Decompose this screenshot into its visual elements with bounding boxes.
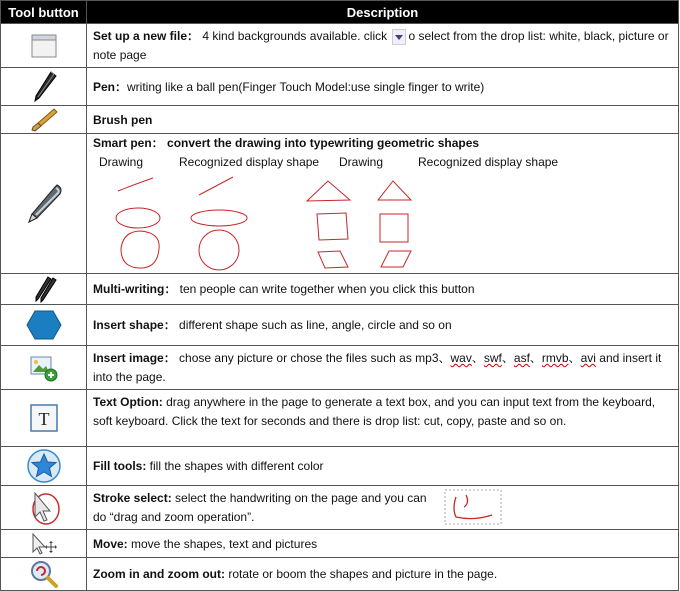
row-title: Text Option:	[93, 395, 163, 409]
table-row: Move: move the shapes, text and pictures	[1, 530, 679, 558]
table-row: Stroke select: select the handwriting on the page and you can do “drag and zoom operation”.	[1, 486, 679, 530]
header-tool-button: Tool button	[1, 1, 87, 24]
recog-triangle	[378, 181, 411, 200]
row-title: Stroke select:	[93, 491, 172, 505]
row-title: Move:	[93, 536, 128, 551]
star-icon[interactable]	[26, 449, 62, 483]
row-title: Brush pen	[93, 112, 153, 127]
hand-square	[317, 213, 348, 240]
table-row	[1, 106, 679, 134]
text-box-icon[interactable]	[29, 403, 59, 433]
table-header-row	[1, 1, 679, 24]
hand-triangle	[307, 181, 350, 201]
stroke-sample	[444, 489, 502, 525]
label-drawing-1: Drawing	[99, 155, 144, 169]
table-row: Fill tools: fill the shapes with different color	[1, 447, 679, 486]
table-row: Set up a new file： 4 kind backgrounds available. click o select from the drop list: white, black, picture or note page	[1, 24, 679, 68]
shape-samples	[93, 169, 563, 271]
row-title: Set up a new file：	[93, 29, 200, 43]
label-recognized-1: Recognized display shape	[179, 155, 320, 169]
table-row: Zoom in and zoom out: rotate or boom the shapes and picture in the page.	[1, 558, 679, 591]
hand-line	[118, 178, 153, 191]
hand-circle	[121, 231, 159, 268]
table-row: Multi-writing： ten people can write together when you click this button	[1, 274, 679, 305]
row-title: Insert image：	[93, 351, 176, 365]
svg-text:T: T	[38, 409, 49, 429]
header-description: Description	[87, 1, 679, 24]
row-title: Fill tools:	[93, 459, 147, 473]
recog-parallelogram	[381, 251, 411, 267]
brush-icon[interactable]	[29, 107, 59, 133]
table-row: Pen：writing like a ball pen(Finger Touch Model:use single finger to write)	[1, 68, 679, 106]
row-title: Multi-writing：	[93, 282, 177, 296]
row-title: Zoom in and zoom out:	[93, 567, 225, 581]
table-row: Insert shape： different shape such as line, angle, circle and so on	[1, 305, 679, 346]
image-add-icon[interactable]	[29, 354, 59, 382]
label-drawing-2: Drawing	[339, 155, 384, 169]
hexagon-icon[interactable]	[26, 309, 62, 341]
table-row	[1, 134, 679, 274]
recog-ellipse	[191, 210, 247, 226]
row-title: Pen：	[93, 79, 128, 94]
recog-circle	[199, 230, 239, 270]
label-recognized-2: Recognized display shape	[418, 155, 559, 169]
smart-pen-icon[interactable]	[23, 182, 65, 226]
zoom-icon[interactable]	[29, 559, 59, 589]
row-title: Insert shape：	[93, 318, 176, 332]
stroke-select-icon[interactable]	[27, 490, 61, 526]
hand-ellipse	[116, 208, 160, 228]
window-icon[interactable]	[30, 33, 58, 59]
row-title: Smart pen： convert the drawing into typewriting geometric shapes	[93, 136, 480, 150]
move-icon[interactable]	[29, 532, 59, 556]
table-row: Insert image： chose any picture or chose the files such as mp3、wav、swf、asf、rmvb、avi and insert it into the page.	[1, 346, 679, 390]
recog-square	[380, 214, 408, 242]
recog-line	[199, 177, 233, 195]
pen-icon[interactable]	[29, 70, 59, 104]
hand-parallelogram	[318, 251, 348, 268]
table-row: T Text Option: drag anywhere in the page to generate a text box, and you can input text from the keyboard, soft keyboard. Click the text for seconds and there is drop list: cut, copy, paste and so on.	[1, 390, 679, 447]
multi-pen-icon[interactable]	[30, 275, 58, 303]
dropdown-arrow-icon[interactable]	[392, 29, 406, 45]
